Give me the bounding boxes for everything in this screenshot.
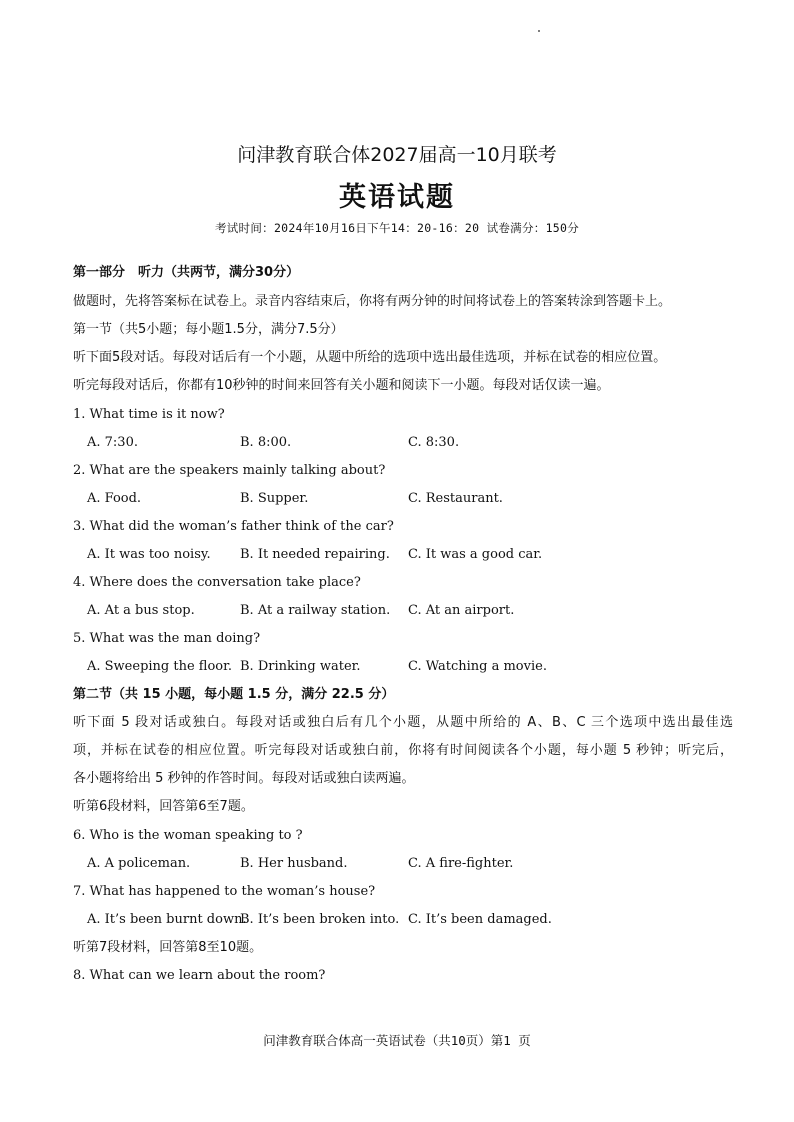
option-c: C. Restaurant. bbox=[408, 491, 503, 506]
question-options bbox=[87, 854, 747, 874]
part1-heading: 第一部分 听力（共两节，满分30分） bbox=[73, 265, 300, 280]
section2-heading: 第二节（共 15 小题，每小题 1.5 分，满分 22.5 分） bbox=[73, 687, 395, 702]
option-b: B. Supper. bbox=[240, 491, 309, 506]
option-b: B. It needed repairing. bbox=[240, 547, 390, 562]
option-b: B. At a railway station. bbox=[240, 603, 391, 618]
option-c: C. It’s been damaged. bbox=[408, 912, 552, 927]
exam-title: 问津教育联合体2027届高一10月联考 bbox=[237, 144, 557, 166]
question-stem: 6. Who is the woman speaking to ? bbox=[73, 828, 303, 843]
option-a: A. A policeman. bbox=[87, 856, 191, 871]
option-c: C. A fire-fighter. bbox=[408, 856, 514, 871]
question-stem: 8. What can we learn about the room? bbox=[73, 968, 326, 983]
part1-instruction: 做题时，先将答案标在试卷上。录音内容结束后，你将有两分钟的时间将试卷上的答案转涂到答题卡上。 bbox=[73, 294, 672, 309]
option-c: C. It was a good car. bbox=[408, 547, 543, 562]
question-options bbox=[87, 545, 747, 565]
option-c: C. Watching a movie. bbox=[408, 659, 547, 674]
question-options bbox=[87, 601, 747, 621]
section2-instruction-line2: 项，并标在试卷的相应位置。听完每段对话或独白前，你将有时间阅读各个小题，每小题 5 秒钟；听完后， bbox=[73, 743, 733, 758]
section1-instruction-line1: 听下面5段对话。每段对话后有一个小题，从题中所给的选项中选出最佳选项，并标在试卷的相应位置。 bbox=[73, 350, 667, 365]
option-a: A. Sweeping the floor. bbox=[87, 659, 233, 674]
option-a: A. Food. bbox=[87, 491, 142, 506]
option-a: A. It was too noisy. bbox=[87, 547, 211, 562]
question-stem: 4. Where does the conversation take place? bbox=[73, 575, 361, 590]
question-stem: 2. What are the speakers mainly talking about? bbox=[73, 463, 386, 478]
question-options bbox=[87, 433, 747, 453]
option-b: B. It’s been broken into. bbox=[240, 912, 400, 927]
section1-heading: 第一节（共5小题；每小题1.5分，满分7.5分） bbox=[73, 322, 344, 337]
section1-instruction-line2: 听完每段对话后，你都有10秒钟的时间来回答有关小题和阅读下一小题。每段对话仅读一遍。 bbox=[73, 378, 610, 393]
section2-instruction-line3: 各小题将给出 5 秒钟的作答时间。每段对话或独白读两遍。 bbox=[73, 771, 415, 786]
option-c: C. 8:30. bbox=[408, 435, 460, 450]
question-options bbox=[87, 657, 747, 677]
material-7-note: 听第7段材料，回答第8至10题。 bbox=[73, 940, 263, 955]
option-c: C. At an airport. bbox=[408, 603, 515, 618]
scan-dot bbox=[538, 30, 540, 32]
option-b: B. Drinking water. bbox=[240, 659, 361, 674]
section2-instruction-line1: 听下面 5 段对话或独白。每段对话或独白后有几个小题，从题中所给的 A、B、C 三个选项中选出最佳选 bbox=[73, 715, 733, 730]
option-a: A. 7:30. bbox=[87, 435, 138, 450]
question-stem: 1. What time is it now? bbox=[73, 407, 225, 422]
question-stem: 7. What has happened to the woman’s house? bbox=[73, 884, 376, 899]
subject-title: 英语试题 bbox=[339, 182, 455, 213]
page-footer: 问津教育联合体高一英语试卷（共10页）第1 页 bbox=[263, 1033, 531, 1048]
exam-info: 考试时间：2024年10月16日下午14：20-16：20 试卷满分：150分 bbox=[214, 221, 580, 235]
question-options bbox=[87, 910, 747, 930]
question-options bbox=[87, 489, 747, 509]
option-a: A. It’s been burnt down. bbox=[87, 912, 247, 927]
option-b: B. 8:00. bbox=[240, 435, 292, 450]
option-a: A. At a bus stop. bbox=[87, 603, 195, 618]
option-b: B. Her husband. bbox=[240, 856, 348, 871]
question-stem: 3. What did the woman’s father think of the car? bbox=[73, 519, 394, 534]
question-stem: 5. What was the man doing? bbox=[73, 631, 261, 646]
material-6-note: 听第6段材料，回答第6至7题。 bbox=[73, 799, 254, 814]
